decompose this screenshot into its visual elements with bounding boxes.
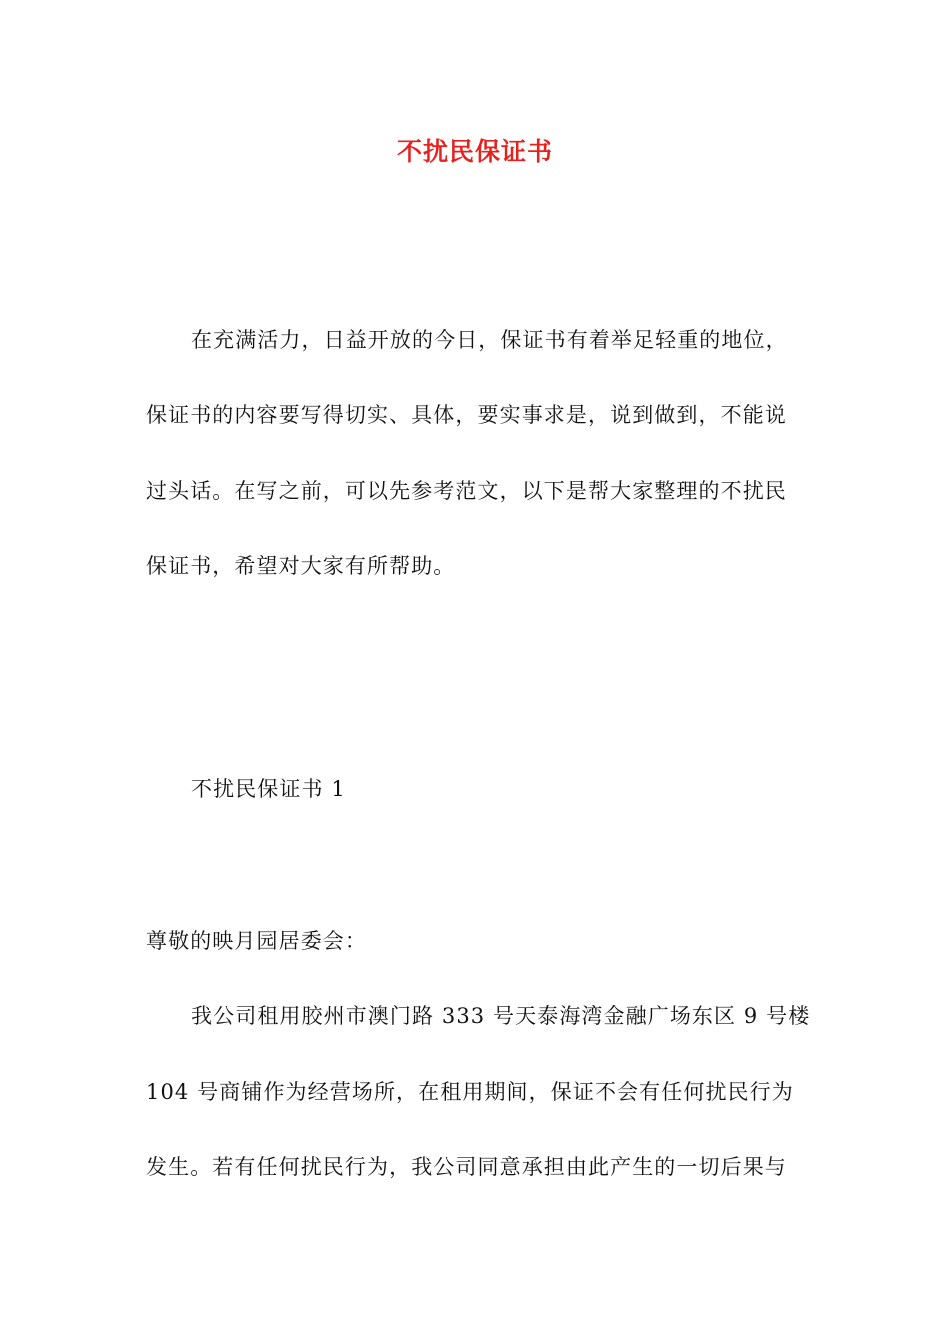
body-line-1: 我公司租用胶州市澳门路 333 号天泰海湾金融广场东区 9 号楼	[191, 1004, 811, 1028]
intro-line-1: 在充满活力，日益开放的今日，保证书有着举足轻重的地位，	[191, 328, 788, 352]
section-heading: 不扰民保证书 1	[191, 777, 346, 801]
body-line-2: 104 号商铺作为经营场所，在租用期间，保证不会有任何扰民行为	[146, 1080, 794, 1104]
salutation: 尊敬的映月园居委会：	[146, 929, 367, 953]
intro-line-3: 过头话。在写之前，可以先参考范文，以下是帮大家整理的不扰民	[146, 479, 787, 503]
intro-line-2: 保证书的内容要写得切实、具体，要实事求是，说到做到，不能说	[146, 403, 787, 427]
intro-line-4: 保证书，希望对大家有所帮助。	[146, 554, 456, 578]
body-line-3: 发生。若有任何扰民行为，我公司同意承担由此产生的一切后果与	[146, 1155, 787, 1179]
document-title: 不扰民保证书	[396, 137, 553, 166]
